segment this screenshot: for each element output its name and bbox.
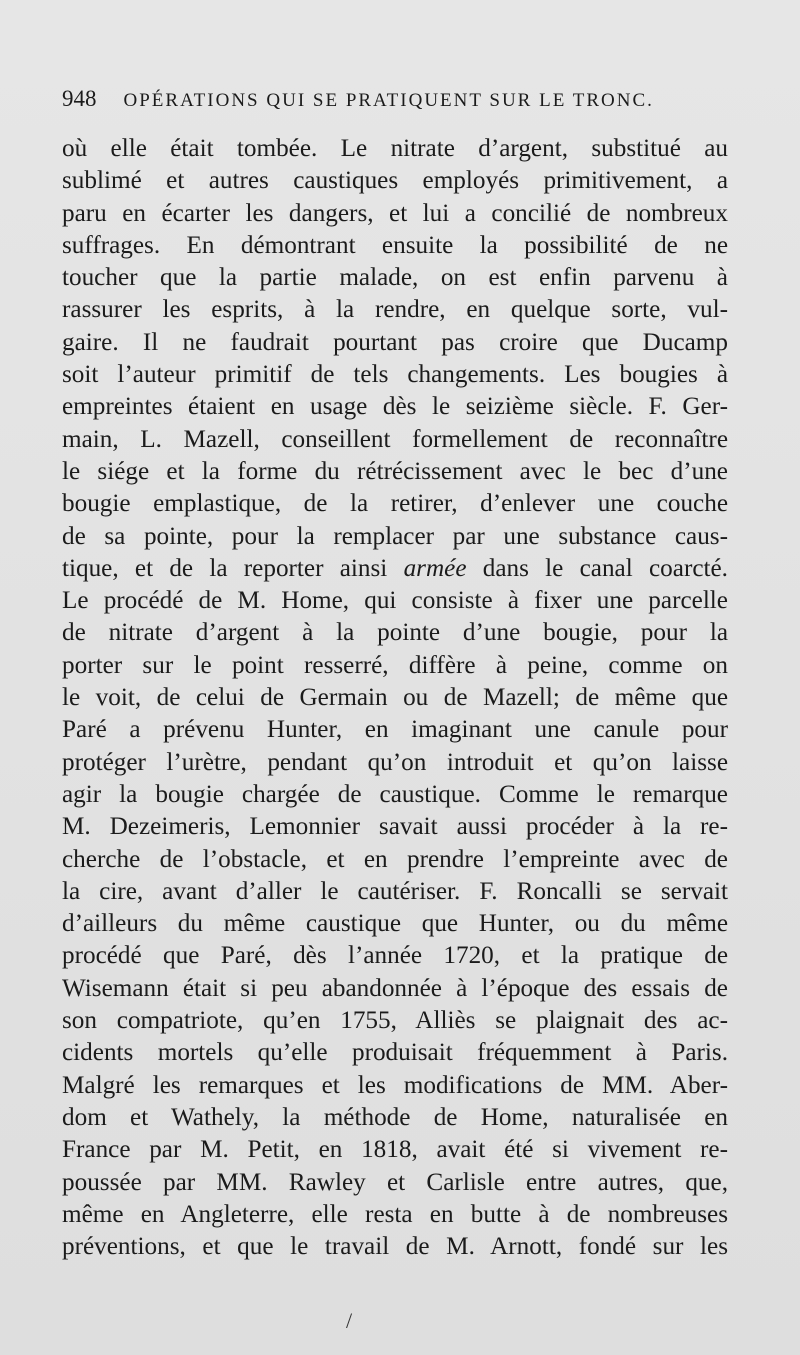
text-line: préventions, et que le travail de M. Arnott, fondé sur les <box>62 1233 728 1261</box>
text-line: poussée par MM. Rawley et Carlisle entre autres, que, <box>62 1168 728 1196</box>
text-line: porter sur le point resserré, diffère à peine, comme on <box>62 651 728 679</box>
page-number: 948 <box>62 86 97 111</box>
text-line: soit l’auteur primitif de tels changements. Les bougies à <box>62 361 728 389</box>
running-head: OPÉRATIONS QUI SE PRATIQUENT SUR LE TRONC. <box>123 90 654 111</box>
text-line: le voit, de celui de Germain ou de Mazell; de même que <box>62 684 728 712</box>
text-line: la cire, avant d’aller le cautériser. F. Roncalli se servait <box>62 877 728 905</box>
text-line: M. Dezeimeris, Lemonnier savait aussi procéder à la re- <box>62 813 728 841</box>
text-line: main, L. Mazell, conseillent formellement de reconnaître <box>62 425 728 453</box>
text-line: de sa pointe, pour la remplacer par une substance caus- <box>62 522 728 550</box>
text-line: cherche de l’obstacle, et en prendre l’empreinte avec de <box>62 845 728 873</box>
text-line: le siége et la forme du rétrécissement avec le bec d’une <box>62 457 728 485</box>
text-line: empreintes étaient en usage dès le seizième siècle. F. Ger- <box>62 393 728 421</box>
text-line: Malgré les remarques et les modifications de MM. Aber- <box>62 1071 728 1099</box>
text-line: agir la bougie chargée de caustique. Comme le remarque <box>62 780 728 808</box>
text-line: rassurer les esprits, à la rendre, en quelque sorte, vul- <box>62 296 728 324</box>
footer-mark: / <box>346 1308 353 1333</box>
text-line: bougie emplastique, de la retirer, d’enlever une couche <box>62 490 728 518</box>
text-line: d’ailleurs du même caustique que Hunter, ou du même <box>62 910 728 938</box>
text-line: Wisemann était si peu abandonnée à l’époque des essais de <box>62 974 728 1002</box>
text-line: cidents mortels qu’elle produisait fréquemment à Paris. <box>62 1039 728 1067</box>
text-line: suffrages. En démontrant ensuite la possibilité de ne <box>62 231 728 259</box>
text-line: où elle était tombée. Le nitrate d’argent, substitué au <box>62 135 728 162</box>
text-line: Le procédé de M. Home, qui consiste à fixer une parcelle <box>62 587 728 615</box>
text-line: dom et Wathely, la méthode de Home, naturalisée en <box>62 1103 728 1131</box>
text-line: paru en écarter les dangers, et lui a concilié de nombreux <box>62 199 728 227</box>
text-segment: dans le canal coarcté. <box>466 554 728 582</box>
italic-word: armée <box>403 554 467 582</box>
text-line: même en Angleterre, elle resta en butte à de nombreuses <box>62 1200 728 1228</box>
text-line: protéger l’urètre, pendant qu’on introduit et qu’on laisse <box>62 748 728 776</box>
text-line: gaire. Il ne faudrait pourtant pas croire que Ducamp <box>62 328 728 356</box>
text-segment: tique, et de la reporter ainsi <box>62 554 404 582</box>
text-line: toucher que la partie malade, on est enfin parvenu à <box>62 264 728 292</box>
text-line: sublimé et autres caustiques employés primitivement, a <box>62 167 728 195</box>
page-header <box>62 86 727 112</box>
body-text <box>62 133 728 1263</box>
text-line: procédé que Paré, dès l’année 1720, et la pratique de <box>62 942 728 970</box>
text-line: son compatriote, qu’en 1755, Alliès se plaignait des ac- <box>62 1007 728 1035</box>
text-line: Paré a prévenu Hunter, en imaginant une canule pour <box>62 716 728 744</box>
text-line: France par M. Petit, en 1818, avait été si vivement re- <box>62 1136 728 1164</box>
text-line <box>62 553 728 585</box>
text-line: de nitrate d’argent à la pointe d’une bougie, pour la <box>62 619 728 647</box>
